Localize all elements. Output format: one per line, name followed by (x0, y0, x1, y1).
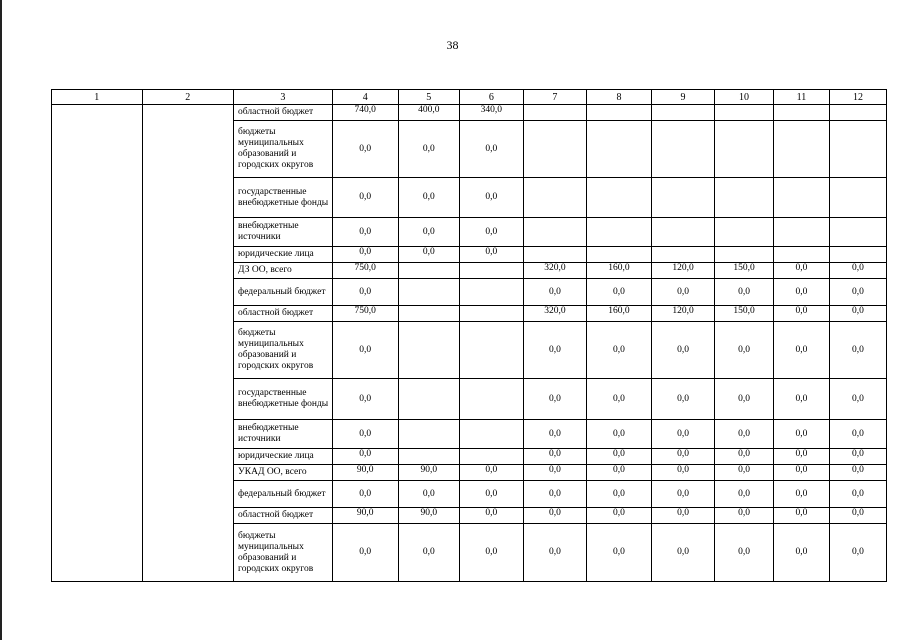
value-cell (774, 121, 830, 178)
value-cell: 0,0 (332, 218, 398, 247)
value-cell: 90,0 (398, 465, 459, 481)
value-cell: 0,0 (523, 465, 586, 481)
value-cell: 150,0 (715, 306, 774, 322)
value-cell: 160,0 (586, 306, 651, 322)
value-cell: 90,0 (332, 465, 398, 481)
table-body (52, 105, 887, 582)
value-cell: 0,0 (398, 481, 459, 508)
row-label: областной бюджет (234, 508, 333, 524)
value-cell (586, 178, 651, 218)
value-cell (586, 218, 651, 247)
value-cell (459, 379, 523, 420)
value-cell: 0,0 (523, 420, 586, 449)
column-header: 11 (774, 90, 830, 105)
value-cell: 0,0 (829, 508, 886, 524)
value-cell: 0,0 (586, 508, 651, 524)
value-cell: 0,0 (715, 524, 774, 582)
value-cell: 0,0 (332, 121, 398, 178)
value-cell: 0,0 (523, 524, 586, 582)
row-label: внебюджетные источники (234, 218, 333, 247)
row-label: федеральный бюджет (234, 481, 333, 508)
value-cell: 0,0 (774, 322, 830, 379)
value-cell (459, 279, 523, 306)
row-label: бюджеты муниципальных образований и городских округов (234, 524, 333, 582)
column-header: 4 (332, 90, 398, 105)
value-cell: 0,0 (829, 379, 886, 420)
value-cell: 0,0 (715, 465, 774, 481)
value-cell: 0,0 (715, 379, 774, 420)
value-cell: 0,0 (459, 247, 523, 263)
value-cell (715, 105, 774, 121)
value-cell: 0,0 (332, 247, 398, 263)
budget-table (51, 89, 887, 582)
value-cell (829, 105, 886, 121)
value-cell (774, 178, 830, 218)
value-cell: 0,0 (586, 420, 651, 449)
column-header: 7 (523, 90, 586, 105)
value-cell (459, 420, 523, 449)
value-cell: 120,0 (651, 306, 714, 322)
value-cell: 0,0 (398, 178, 459, 218)
value-cell (651, 218, 714, 247)
value-cell: 0,0 (774, 379, 830, 420)
column-header: 8 (586, 90, 651, 105)
value-cell: 0,0 (523, 379, 586, 420)
value-cell: 0,0 (651, 279, 714, 306)
value-cell: 0,0 (398, 524, 459, 582)
value-cell: 0,0 (774, 508, 830, 524)
value-cell: 0,0 (398, 218, 459, 247)
merged-cell-col2 (142, 105, 234, 582)
value-cell (398, 279, 459, 306)
value-cell (586, 105, 651, 121)
value-cell: 0,0 (459, 508, 523, 524)
value-cell: 0,0 (651, 449, 714, 465)
value-cell: 0,0 (523, 279, 586, 306)
value-cell: 0,0 (774, 481, 830, 508)
value-cell: 90,0 (332, 508, 398, 524)
value-cell: 0,0 (332, 524, 398, 582)
value-cell (715, 218, 774, 247)
column-header: 5 (398, 90, 459, 105)
value-cell: 0,0 (332, 322, 398, 379)
value-cell: 0,0 (586, 322, 651, 379)
column-header: 1 (52, 90, 143, 105)
value-cell: 0,0 (829, 481, 886, 508)
value-cell: 0,0 (586, 524, 651, 582)
value-cell: 120,0 (651, 263, 714, 279)
value-cell: 0,0 (774, 279, 830, 306)
value-cell: 0,0 (715, 420, 774, 449)
page-number: 38 (446, 38, 459, 52)
value-cell (523, 121, 586, 178)
row-label: областной бюджет (234, 105, 333, 121)
value-cell: 0,0 (459, 218, 523, 247)
value-cell: 0,0 (586, 449, 651, 465)
value-cell: 0,0 (715, 508, 774, 524)
value-cell: 0,0 (829, 420, 886, 449)
value-cell (523, 105, 586, 121)
column-header: 9 (651, 90, 714, 105)
value-cell: 0,0 (774, 449, 830, 465)
value-cell: 0,0 (523, 449, 586, 465)
value-cell (651, 105, 714, 121)
value-cell (829, 247, 886, 263)
row-label: бюджеты муниципальных образований и городских округов (234, 121, 333, 178)
value-cell: 0,0 (774, 465, 830, 481)
value-cell: 750,0 (332, 306, 398, 322)
value-cell: 0,0 (586, 465, 651, 481)
value-cell: 0,0 (651, 481, 714, 508)
value-cell (398, 322, 459, 379)
value-cell: 0,0 (332, 481, 398, 508)
row-label: государственные внебюджетные фонды (234, 379, 333, 420)
value-cell: 90,0 (398, 508, 459, 524)
value-cell (459, 449, 523, 465)
value-cell: 0,0 (715, 279, 774, 306)
row-label: федеральный бюджет (234, 279, 333, 306)
value-cell (523, 178, 586, 218)
row-label: бюджеты муниципальных образований и городских округов (234, 322, 333, 379)
table-row (52, 105, 887, 121)
value-cell (829, 218, 886, 247)
value-cell (651, 178, 714, 218)
row-label: УКАД ОО, всего (234, 465, 333, 481)
value-cell (459, 306, 523, 322)
value-cell: 0,0 (774, 524, 830, 582)
value-cell: 0,0 (715, 322, 774, 379)
column-header: 2 (142, 90, 234, 105)
row-label: юридические лица (234, 247, 333, 263)
value-cell: 0,0 (829, 465, 886, 481)
value-cell: 0,0 (586, 279, 651, 306)
value-cell: 0,0 (459, 178, 523, 218)
page-edge-line (0, 0, 2, 640)
row-label: государственные внебюджетные фонды (234, 178, 333, 218)
value-cell: 0,0 (523, 322, 586, 379)
value-cell: 0,0 (651, 322, 714, 379)
value-cell (523, 218, 586, 247)
value-cell (523, 247, 586, 263)
value-cell (398, 263, 459, 279)
value-cell (398, 306, 459, 322)
value-cell: 740,0 (332, 105, 398, 121)
value-cell: 0,0 (651, 508, 714, 524)
value-cell: 320,0 (523, 306, 586, 322)
value-cell (586, 121, 651, 178)
row-label: ДЗ ОО, всего (234, 263, 333, 279)
value-cell: 0,0 (332, 449, 398, 465)
value-cell: 160,0 (586, 263, 651, 279)
value-cell: 0,0 (332, 279, 398, 306)
value-cell (715, 247, 774, 263)
value-cell: 0,0 (715, 449, 774, 465)
value-cell: 0,0 (829, 524, 886, 582)
value-cell (398, 379, 459, 420)
row-label: областной бюджет (234, 306, 333, 322)
value-cell: 150,0 (715, 263, 774, 279)
value-cell (651, 121, 714, 178)
value-cell: 0,0 (715, 481, 774, 508)
value-cell: 0,0 (829, 306, 886, 322)
value-cell (586, 247, 651, 263)
value-cell: 0,0 (651, 379, 714, 420)
value-cell: 0,0 (459, 481, 523, 508)
value-cell: 0,0 (774, 263, 830, 279)
value-cell (459, 263, 523, 279)
value-cell: 0,0 (829, 263, 886, 279)
value-cell: 0,0 (586, 379, 651, 420)
value-cell (829, 121, 886, 178)
header-row (52, 90, 887, 105)
value-cell: 0,0 (398, 121, 459, 178)
value-cell: 0,0 (332, 379, 398, 420)
row-label: юридические лица (234, 449, 333, 465)
value-cell (715, 121, 774, 178)
value-cell: 0,0 (523, 481, 586, 508)
value-cell: 400,0 (398, 105, 459, 121)
column-header: 10 (715, 90, 774, 105)
value-cell: 0,0 (586, 481, 651, 508)
value-cell: 0,0 (651, 465, 714, 481)
value-cell (398, 449, 459, 465)
value-cell: 0,0 (459, 524, 523, 582)
value-cell (829, 178, 886, 218)
value-cell: 320,0 (523, 263, 586, 279)
column-header: 6 (459, 90, 523, 105)
value-cell (398, 420, 459, 449)
value-cell (459, 322, 523, 379)
value-cell: 0,0 (459, 121, 523, 178)
value-cell: 0,0 (651, 420, 714, 449)
merged-cell-col1 (52, 105, 143, 582)
row-label: внебюджетные источники (234, 420, 333, 449)
value-cell: 0,0 (398, 247, 459, 263)
value-cell: 0,0 (829, 449, 886, 465)
value-cell: 0,0 (774, 306, 830, 322)
value-cell: 0,0 (523, 508, 586, 524)
value-cell (715, 178, 774, 218)
value-cell: 0,0 (459, 465, 523, 481)
value-cell (774, 105, 830, 121)
value-cell: 750,0 (332, 263, 398, 279)
value-cell (651, 247, 714, 263)
value-cell: 0,0 (829, 322, 886, 379)
value-cell: 0,0 (651, 524, 714, 582)
value-cell: 0,0 (332, 420, 398, 449)
value-cell (774, 247, 830, 263)
value-cell: 0,0 (332, 178, 398, 218)
value-cell: 0,0 (774, 420, 830, 449)
column-header: 3 (234, 90, 333, 105)
value-cell: 0,0 (829, 279, 886, 306)
value-cell: 340,0 (459, 105, 523, 121)
column-header: 12 (829, 90, 886, 105)
value-cell (774, 218, 830, 247)
